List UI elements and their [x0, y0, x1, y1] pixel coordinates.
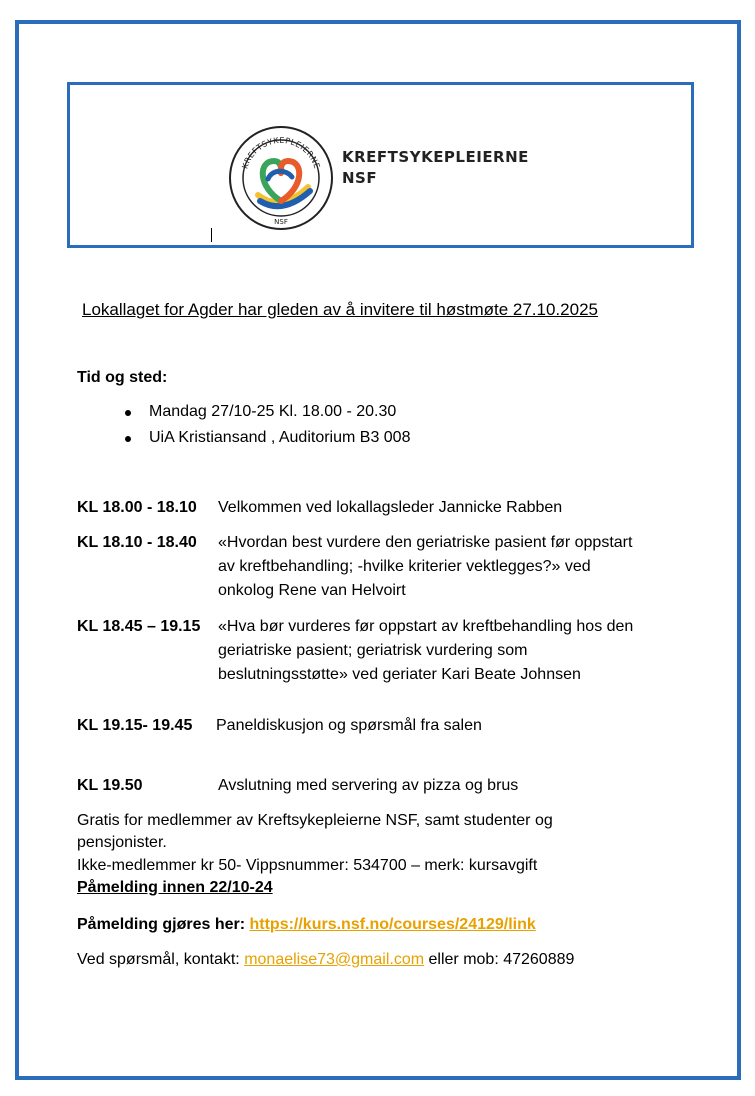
program-line: Velkommen ved lokallagsleder Jannicke Rabben: [218, 499, 563, 516]
program-line: geriatriske pasient; geriatrisk vurdering som: [218, 642, 528, 659]
program-time: KL 19.15- 19.45: [77, 717, 193, 734]
list-item: [125, 399, 410, 425]
program-time: KL 19.50: [77, 777, 143, 794]
program-line: onkolog Rene van Helvoirt: [218, 582, 406, 599]
contact-row: [77, 948, 574, 972]
heart-ribbon-logo-icon: [228, 125, 334, 231]
program-line: av kreftbehandling; -hvilke kriterier vektlegges?» ved: [218, 558, 591, 575]
signup-row: [77, 913, 536, 937]
brand-line-2: NSF: [342, 169, 378, 187]
free-text-line-2: pensjonister.: [77, 834, 167, 851]
brand-name: [342, 147, 529, 189]
program-time: KL 18.10 - 18.40: [77, 534, 197, 551]
program-description: [216, 714, 482, 738]
program-description: [218, 615, 633, 687]
text-cursor: [211, 228, 212, 242]
program-description: [218, 531, 632, 603]
bullet-icon: [125, 436, 131, 442]
list-item-text: Mandag 27/10-25 Kl. 18.00 - 20.30: [149, 403, 397, 420]
program-time: KL 18.45 – 19.15: [77, 618, 201, 635]
emblem-arc-text: KREFTSYKEPLEIERNE: [240, 135, 322, 171]
program-line: «Hvordan best vurdere den geriatriske pasient før oppstart: [218, 534, 633, 551]
contact-label: Ved spørsmål, kontakt:: [77, 951, 245, 968]
time-place-list: [125, 399, 410, 451]
signup-deadline: Påmelding innen 22/10-24: [77, 879, 273, 896]
emblem-bottom-text: NSF: [274, 218, 288, 226]
program-line: «Hva bør vurderes før oppstart av kreftbehandling hos den: [218, 618, 634, 635]
free-text-line-1: Gratis for medlemmer av Kreftsykepleierne NSF, samt studenter og: [77, 812, 553, 829]
program-time: KL 18.00 - 18.10: [77, 499, 197, 516]
page-title: Lokallaget for Agder har gleden av å invitere til høstmøte 27.10.2025: [82, 300, 598, 319]
list-item: [125, 425, 410, 451]
time-place-heading: Tid og sted:: [77, 369, 168, 386]
contact-email-link[interactable]: monaelise73@gmail.com: [244, 951, 425, 968]
program-description: [218, 496, 562, 520]
contact-phone: eller mob: 47260889: [424, 951, 575, 968]
bullet-icon: [125, 410, 131, 416]
nonmember-price: Ikke-medlemmer kr 50- Vippsnummer: 534700 – merk: kursavgift: [77, 857, 538, 874]
program-line: Avslutning med servering av pizza og brus: [218, 777, 519, 794]
program-line: Paneldiskusjon og spørsmål fra salen: [216, 717, 482, 734]
signup-label: Påmelding gjøres her:: [77, 916, 250, 933]
logo-banner: [67, 82, 694, 248]
program-description: [218, 774, 518, 798]
list-item-text: UiA Kristiansand , Auditorium B3 008: [149, 429, 411, 446]
program-line: beslutningsstøtte» ved geriater Kari Beate Johnsen: [218, 666, 581, 683]
signup-link[interactable]: https://kurs.nsf.no/courses/24129/link: [249, 916, 536, 933]
brand-line-1: KREFTSYKEPLEIERNE: [342, 148, 529, 166]
